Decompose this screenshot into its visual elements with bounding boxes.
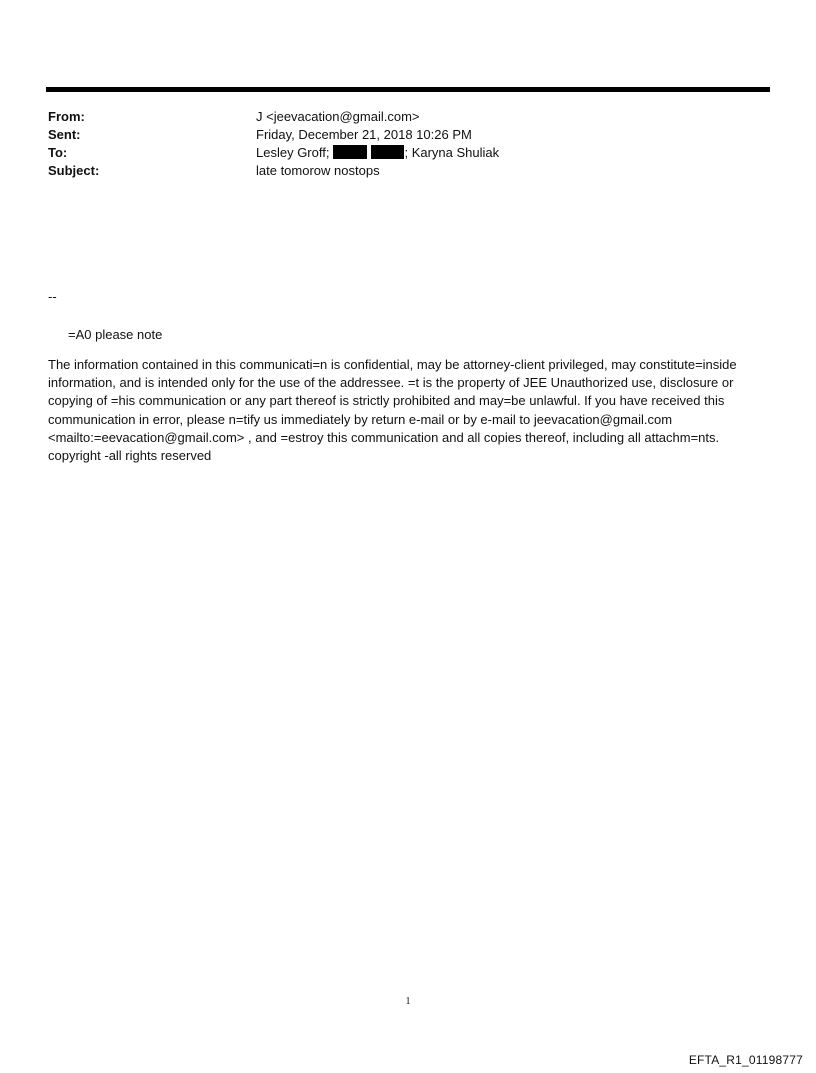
page-number: 1 [405,996,411,1007]
sent-label: Sent: [48,127,81,142]
confidentiality-disclaimer: The information contained in this communicati=n is confidential, may be attorney-client privileged, may constitute=inside information, and is intended only for the use of the addressee. =t is the property of JEE Unauthorized use, disclosure or copying of =his communication or any part thereof is strictly prohibited and may=be unlawful. If you have received this communication in error, please n=tify us immediately by return e-mail or by e-mail to jeevacation@gmail.com <mailto:=eevacation@gmail.com> , and =estroy this communication and all copies thereof, including all attachm=nts. copyright -all rights reserved [48,357,737,464]
email-header [48,108,768,180]
header-rule [46,87,770,92]
subject-row [48,162,768,180]
to-value [256,144,499,162]
to-recipient-last: ; Karyna Shuliak [404,145,500,160]
redaction-box [371,145,404,159]
to-label: To: [48,145,68,160]
from-value: J <jeevacation@gmail.com> [256,109,420,124]
bates-number: EFTA_R1_01198777 [688,1053,803,1067]
subject-label: Subject: [48,163,100,178]
from-label: From: [48,109,85,124]
note-line: =A0 please note [68,327,163,342]
to-row [48,144,768,162]
redaction-box [333,145,367,159]
from-row [48,108,768,126]
email-body [48,288,764,465]
subject-value: late tomorow nostops [256,163,380,178]
to-recipient-first: Lesley Groff; [256,145,330,160]
sent-value: Friday, December 21, 2018 10:26 PM [256,127,472,142]
sent-row [48,126,768,144]
signature-separator: -- [48,289,57,304]
